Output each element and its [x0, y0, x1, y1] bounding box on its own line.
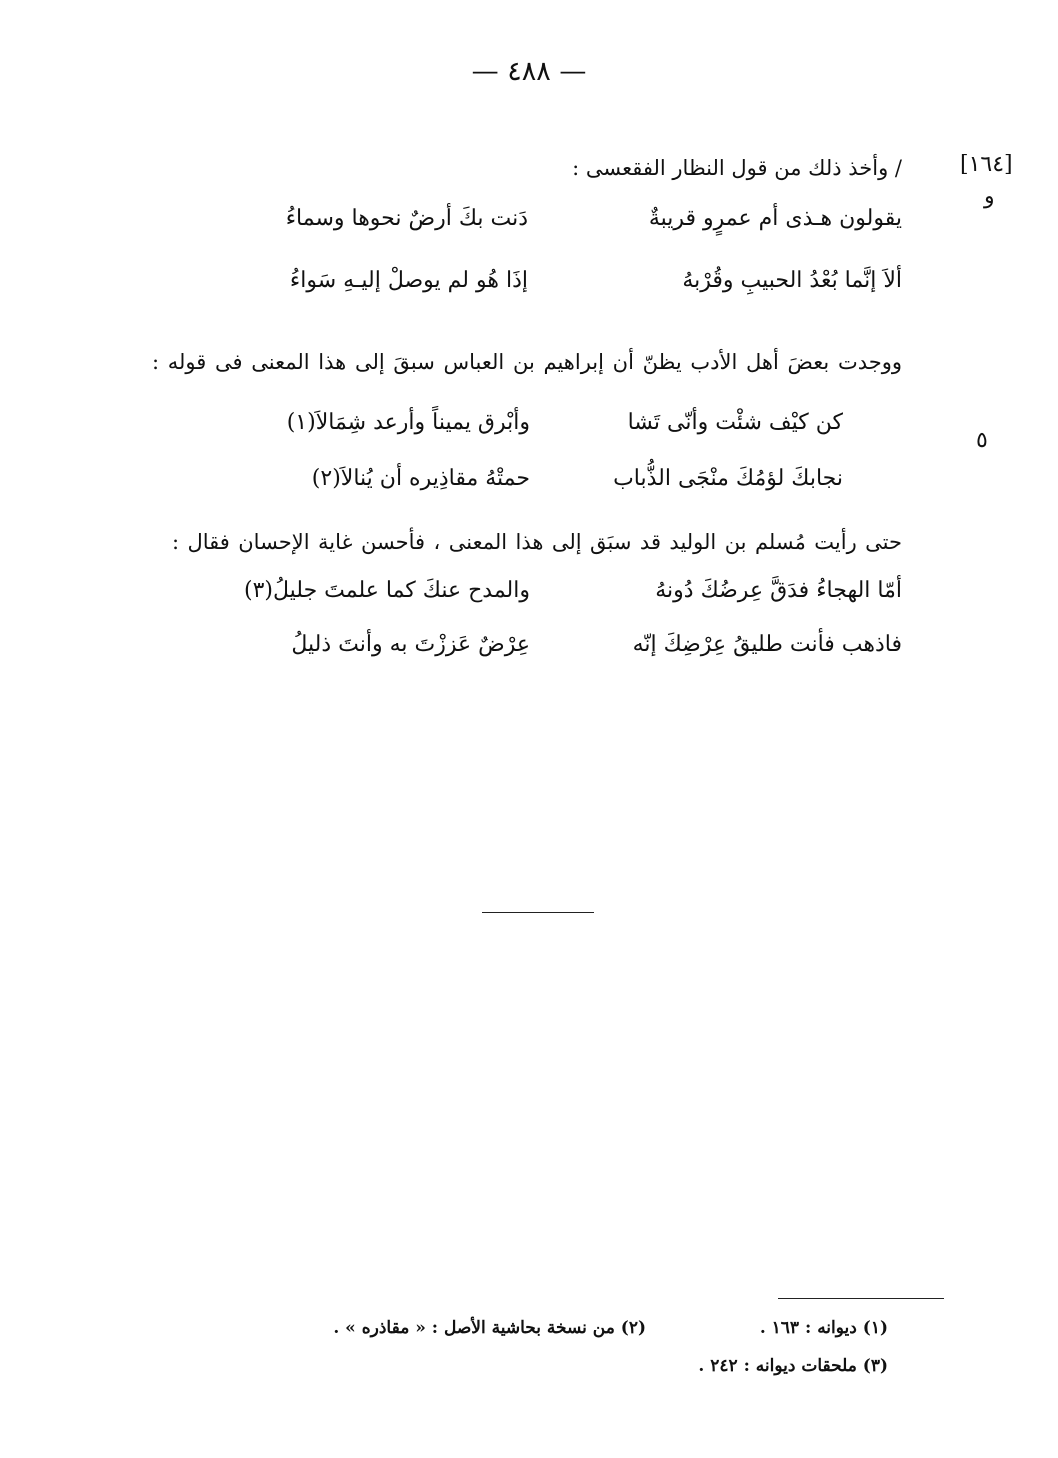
verse-hemistich: والمدح عنكَ كما علمتَ جليلُ(٣): [243, 578, 530, 603]
margin-folio-side: و: [984, 184, 995, 209]
page-number: — ٤٨٨ —: [471, 56, 587, 87]
footnote-separator: [778, 1298, 944, 1299]
footnote-3: (٣) ملحقات ديوانه : ٢٤٢ .: [698, 1356, 888, 1376]
verse-hemistich: ألاَ إنَّما بُعْدُ الحبيبِ وقُرْبهُ: [682, 268, 902, 293]
verse-hemistich: كن كيْف شئْت وأنّى تَشا: [627, 410, 843, 435]
verse-hemistich: إذَا هُو لم يوصلْ إليـهِ سَواءُ: [289, 268, 528, 293]
verse-hemistich: عِرْضٌ عَززْتَ به وأنتَ ذليلُ: [291, 632, 530, 657]
verse-hemistich: نجابكَ لؤمُكَ منْجَى الذُّباب: [613, 466, 843, 491]
footnote-1: (١) ديوانه : ١٦٣ .: [759, 1318, 888, 1338]
verse-hemistich: يقولون هـذى أم عمرٍو قريبةٌ: [648, 206, 902, 231]
intro-line: / وأخذ ذلك من قول النظار الفقعسى :: [572, 156, 902, 180]
margin-folio: [١٦٤]: [960, 152, 1013, 177]
paragraph: حتى رأيت مُسلم بن الوليد قد سبَق إلى هذا المعنى ، فأحسن غاية الإحسان فقال :: [172, 530, 902, 554]
paragraph: ووجدت بعضَ أهل الأدب يظنّ أن إبراهيم بن العباس سبقَ إلى هذا المعنى فى قوله :: [152, 350, 902, 374]
verse-hemistich: أمّا الهجاءُ فدَقَّ عِرضُكَ دُونهُ: [655, 578, 902, 603]
margin-line-number: ٥: [976, 428, 988, 453]
footnote-2: (٢) من نسخة بحاشية الأصل : « مقاذره » .: [333, 1318, 646, 1338]
verse-hemistich: فاذهب فأنت طليقُ عِرْضِكَ إنّه: [632, 632, 902, 657]
verse-hemistich: وأبْرق يميناً وأرعد شِمَالاَ(١): [286, 410, 530, 435]
end-of-text-rule: [482, 912, 594, 913]
verse-hemistich: دَنت بكَ أرضٌ نحوها وسماءُ: [285, 206, 528, 231]
verse-hemistich: حمتْهُ مقاذِيره أن يُنالاَ(٢): [311, 466, 530, 491]
